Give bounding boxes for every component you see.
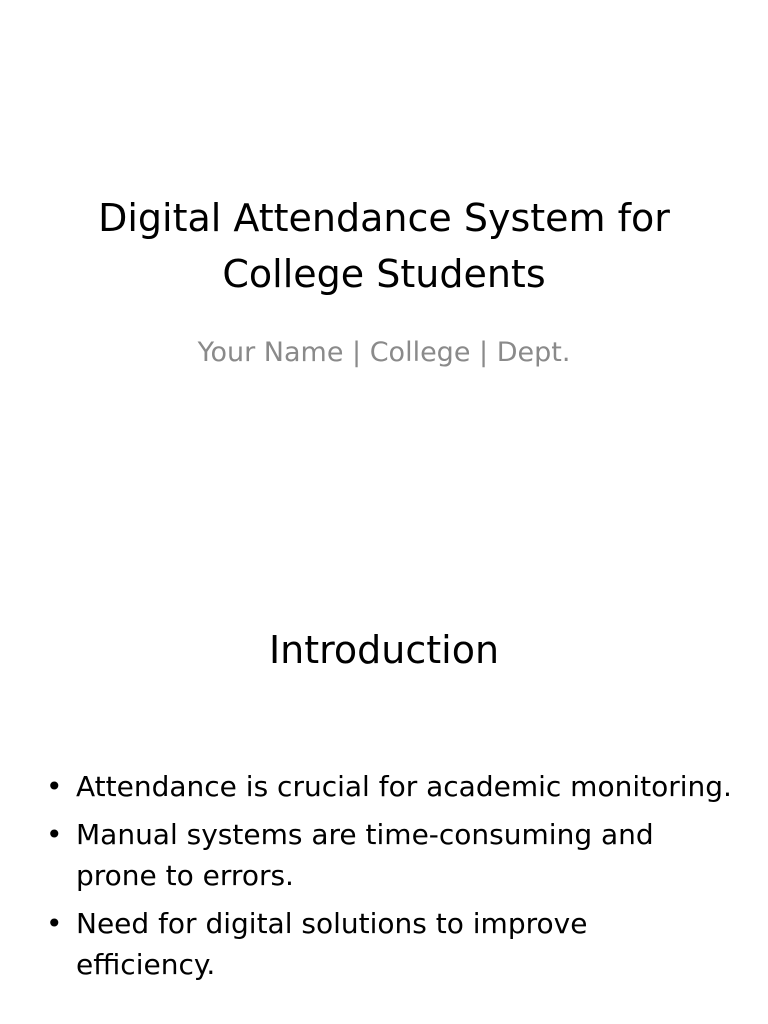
presentation-title: [60, 190, 708, 302]
presentation-subtitle: Your Name | College | Dept.: [197, 337, 571, 368]
bullet-text: Manual systems are time-consuming and prone to errors.: [76, 818, 654, 892]
list-item: [42, 903, 732, 985]
bullet-text: Need for digital solutions to improve efficiency.: [76, 907, 588, 981]
list-item: [42, 766, 732, 807]
title-line-1: Digital Attendance System for: [98, 196, 670, 240]
bullet-text: Attendance is crucial for academic monitoring.: [76, 770, 732, 803]
bullet-icon: •: [46, 907, 63, 940]
title-block: [60, 190, 708, 302]
bullet-icon: •: [46, 770, 63, 803]
bullet-icon: •: [46, 818, 63, 851]
bullet-list: [42, 766, 732, 992]
title-line-2: College Students: [222, 252, 546, 296]
introduction-slide: [0, 512, 768, 1024]
slide-heading: Introduction: [268, 628, 500, 672]
list-item: [42, 814, 732, 896]
